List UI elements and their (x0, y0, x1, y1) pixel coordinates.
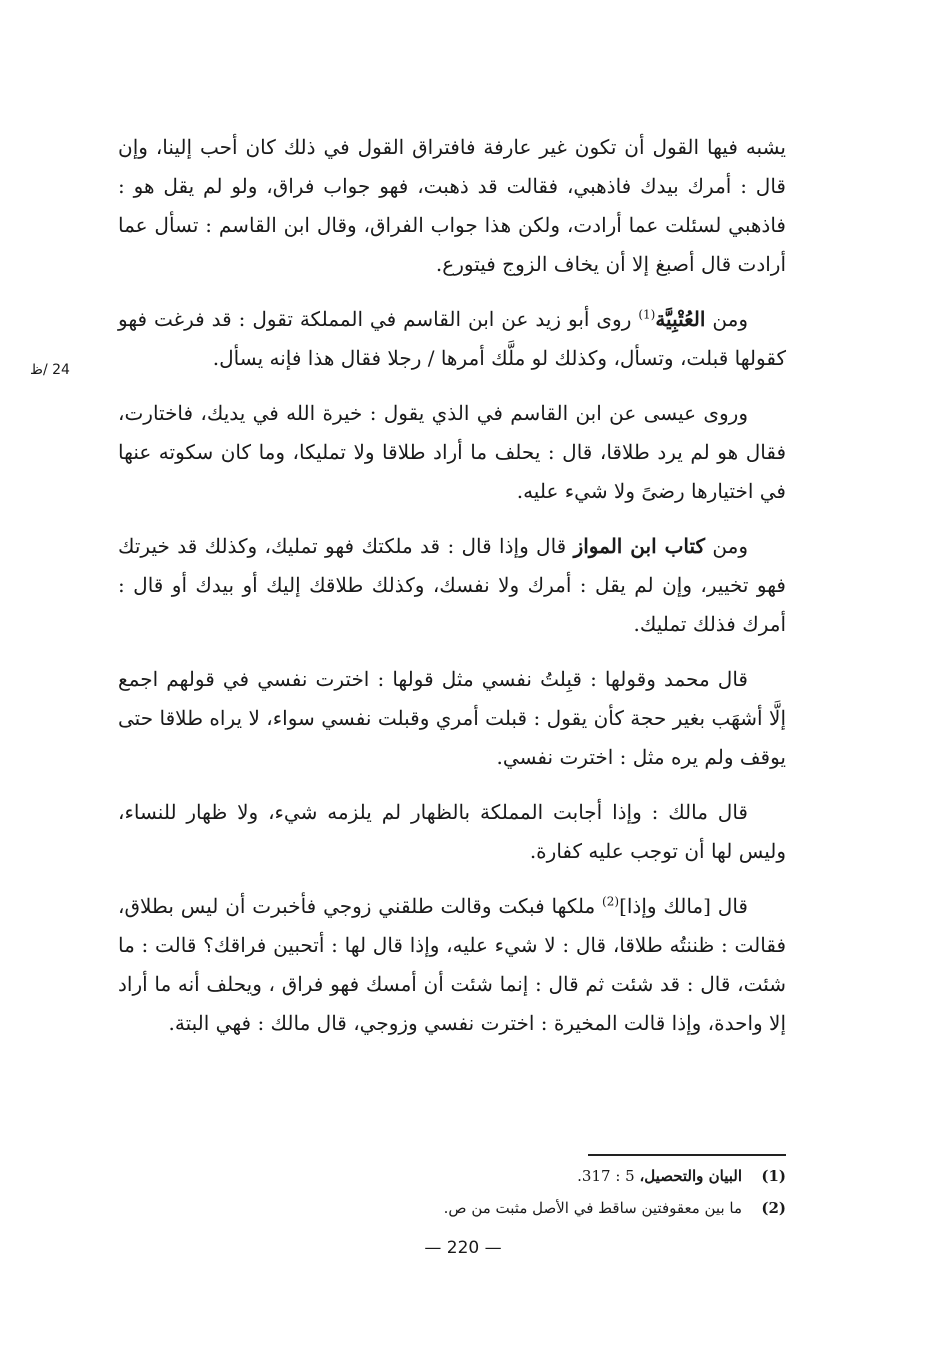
paragraph (118, 128, 786, 284)
footnote-source: البيان والتحصيل، (639, 1167, 742, 1185)
paragraph (118, 660, 786, 777)
footnote-1 (118, 1160, 786, 1192)
text-run: ومن (705, 307, 749, 331)
footnote-number: (1) (761, 1167, 786, 1185)
text-run: روى أبو زيد عن ابن القاسم في المملكة تقول : قد فرغت فهو كقولها قبلت، وتسأل، وكذلك لو ملَّك أمرها / رجلا فقال هذا فإنه يسأل. (118, 307, 786, 370)
paragraph (118, 887, 786, 1043)
paragraph (118, 394, 786, 511)
text-run: وروى عيسى عن ابن القاسم في الذي يقول : خيرة الله في يديك، فاختارت، فقال هو لم يرد طلاقا، قال : يحلف ما أراد طلاقا ولا تمليكا، وما كان سكوته عنها في اختيارها رضىً ولا شيء عليه. (118, 401, 786, 503)
text-run: قال محمد وقولها : قبِلتُ نفسي مثل قولها : اخترت نفسي في قولهم اجمع إلَّا أشهَب بغير حجة كأن يقول : قبلت أمري وقبلت نفسي سواء، لا يراه طلاقا حتى يوقف ولم يره مثل : اخترت نفسي. (118, 667, 786, 769)
paragraph (118, 300, 786, 378)
page-number: — 220 — (424, 1238, 502, 1258)
footnotes (118, 1160, 786, 1224)
paragraph (118, 793, 786, 871)
margin-folio-note: 24 /ظ (30, 362, 70, 378)
footnote-2 (118, 1192, 786, 1224)
text-run: قال مالك : وإذا أجابت المملكة بالظهار لم يلزمه شيء، ولا ظهار للنساء، وليس لها أن توجب عليه كفارة. (118, 800, 786, 863)
text-run: قال [مالك وإذا] (619, 894, 748, 918)
cited-source: العُتْبِيَّة (655, 307, 706, 331)
footnote-ref: (2) (602, 894, 620, 909)
text-run: ومن (705, 534, 749, 558)
paragraph (118, 527, 786, 644)
footnote-separator (588, 1154, 786, 1156)
text-run: يشبه فيها القول أن تكون غير عارفة فافتراق القول في ذلك كان أحب إلينا، وإن قال : أمرك بيدك فاذهبي، فقالت قد ذهبت، فهو جواب فراق، ولو لم يقل هو : فاذهبي لسئلت عما أرادت، ولكن هذا جواب الفراق، وقال ابن القاسم : تسأل عما أرادت قال أصبغ إلا أن يخاف الزوج فيتورع. (118, 135, 786, 276)
text-run: قال وإذا قال : قد ملكتك فهو تمليك، وكذلك قد خيرتك فهو تخيير، وإن لم يقل : أمرك ولا نفسك، وكذلك طلاقك إليك أو بيدك أو قال : أمرك فذلك تمليك. (118, 534, 786, 636)
text-run: ملكها فبكت وقالت طلقني زوجي فأخبرت أن ليس بطلاق، فقالت : ظننتُه طلاقا، قال : لا شيء عليه، وإذا قال لها : أتحبين فراقك؟ قالت : ما شئت، قال : قد شئت ثم قال : إنما شئت أن أمسك فهو فراق ، ويحلف أنه ما أراد إلا واحدة، وإذا قالت المخيرة : اخترت نفسي وزوجي، قال مالك : فهي البتة. (118, 894, 787, 1035)
footnote-number: (2) (761, 1199, 786, 1217)
footnote-detail: ما بين معقوفتين ساقط في الأصل مثبت من ص. (443, 1199, 742, 1217)
footnote-ref: (1) (638, 307, 656, 322)
main-text (118, 128, 786, 1059)
footnote-detail: 5 : 317. (577, 1167, 635, 1185)
cited-source: كتاب ابن المواز (573, 534, 706, 558)
